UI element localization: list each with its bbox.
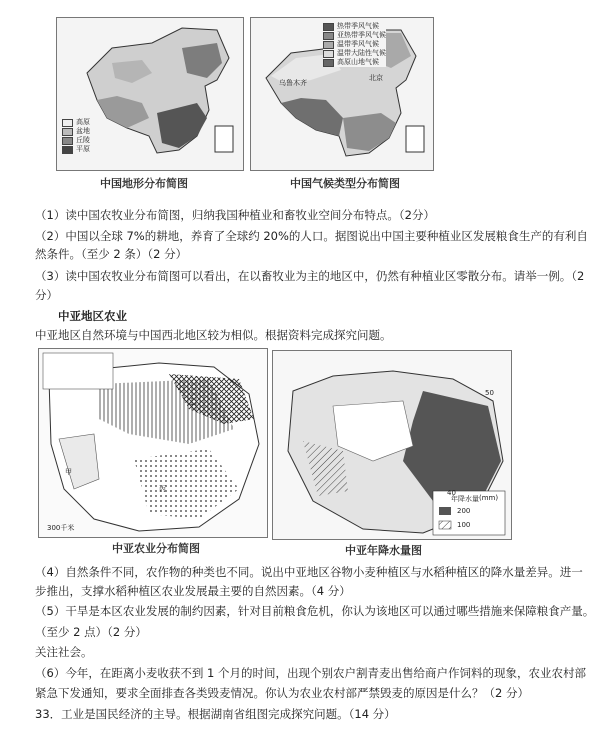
question-6-line-1: （6）今年，在距离小麦收获不到 1 个月的时间，出现个别农户割青麦出售给商户作饲料的现象，农业农村部 [35, 666, 586, 680]
terrain-legend [62, 118, 90, 154]
china-climate-caption: 中国气候类型分布简图 [290, 177, 400, 190]
scale-bar-label: 300千米 [47, 524, 75, 532]
china-terrain-caption: 中国地形分布简图 [100, 177, 188, 190]
region-label-bing: 丙 [159, 485, 166, 493]
map-label-urumqi: 乌鲁木齐 [279, 79, 307, 87]
precip-legend-title: 年降水量 [451, 495, 479, 503]
china-terrain-map [56, 17, 244, 171]
legend-swatch [62, 128, 73, 136]
climate-legend [323, 22, 386, 67]
question-4-line-2: 步推出，支撑水稻种植区农业发展最主要的自然因素。（4 分） [35, 584, 351, 598]
terrain-legend-item: 盆地 [62, 127, 90, 136]
region-label-yi: 乙 [189, 398, 196, 406]
central-asia-precip-drawing [273, 351, 511, 539]
question-3-line-1: （3）读中国农牧业分布简图可以看出，在以畜牧业为主的地区中，仍然有种植业区零散分布。请举一例。（2 [35, 269, 585, 283]
precip-legend-value-200: 200 [457, 507, 471, 515]
central-asia-precip-map [272, 350, 512, 540]
legend-swatch [323, 41, 334, 49]
climate-legend-item: 亚热带季风气候 [323, 31, 386, 40]
question-2-line-1: （2）中国以全球 7%的耕地，养育了全球约 20%的人口。据图说出中国主要种植业区发展粮食生产的有利自 [35, 229, 588, 243]
central-asia-agri-caption: 中亚农业分布简图 [112, 542, 200, 555]
section-intro: 中亚地区自然环境与中国西北地区较为相似。根据资料完成探究问题。 [35, 328, 392, 342]
question-33: 33．工业是国民经济的主导。根据湖南省组图完成探究问题。（14 分） [35, 707, 396, 721]
central-asia-agri-drawing [39, 349, 267, 537]
region-label-jia: 甲 [65, 468, 72, 476]
lat-label-50: 50 [485, 389, 494, 397]
precip-legend-unit: (mm) [479, 494, 499, 502]
legend-swatch [323, 59, 334, 67]
climate-legend-item: 热带季风气候 [323, 22, 386, 31]
china-climate-map [250, 17, 434, 171]
question-4-line-1: （4）自然条件不同，农作物的种类也不同。说出中亚地区谷物小麦种植区与水稻种植区的降水量差异。进一 [35, 565, 583, 579]
legend-swatch [323, 23, 334, 31]
precip-legend-value-100: 100 [457, 521, 471, 529]
section-heading: 中亚地区农业 [58, 309, 127, 323]
climate-legend-item: 高原山地气候 [323, 58, 386, 67]
legend-swatch [323, 50, 334, 58]
legend-swatch [323, 32, 334, 40]
map-label-beijing: 北京 [369, 74, 383, 82]
central-asia-precip-caption: 中亚年降水量图 [345, 544, 422, 557]
question-5-line-1: （5）干旱是本区农业发展的制约因素，针对目前粮食危机，你认为该地区可以通过哪些措施来保障粮食产量。 [35, 604, 595, 618]
question-2-line-2: 然条件。（至少 2 条）（2 分） [35, 247, 188, 261]
central-asia-agri-map [38, 348, 268, 538]
question-5-line-2: （至少 2 点）（2 分） [35, 625, 147, 639]
legend-swatch [62, 146, 73, 154]
terrain-legend-item: 丘陵 [62, 136, 90, 145]
legend-swatch [62, 137, 73, 145]
climate-legend-item: 温带季风气候 [323, 40, 386, 49]
terrain-legend-item: 高原 [62, 118, 90, 127]
question-6-line-2: 紧急下发通知，要求全面排查各类毁麦情况。你认为农业农村部严禁毁麦的原因是什么？（2 分） [35, 686, 529, 700]
legend-swatch [62, 119, 73, 127]
question-1: （1）读中国农牧业分布简图，归纳我国种植业和畜牧业空间分布特点。（2分） [35, 208, 435, 222]
lat-label-40: 40 [447, 489, 456, 497]
question-3-line-2: 分） [35, 288, 58, 302]
terrain-legend-item: 平原 [62, 145, 90, 154]
climate-legend-item: 温带大陆性气候 [323, 49, 386, 58]
attention-heading: 关注社会。 [35, 645, 93, 659]
